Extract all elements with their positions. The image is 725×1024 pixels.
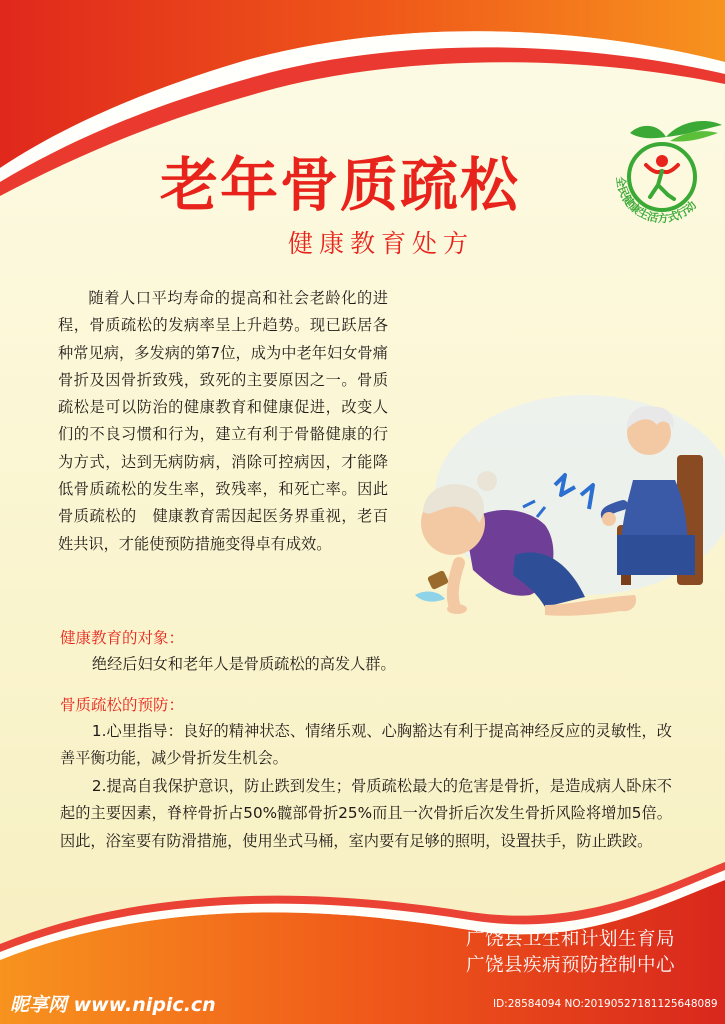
page-title: 老年骨质疏松 [160, 151, 521, 219]
elderly-woman-falling-illustration [395, 385, 725, 630]
logo-ring-text: 全民健康生活方式行动 [613, 175, 699, 226]
prevention-item-2: 2.提高自我保护意识，防止跌到发生；骨质疏松最大的危害是骨折，是造成病人卧床不起的主要因素，脊梓骨折占50%髋部骨折25%而且一次骨折后次发生骨折风险将增加5倍。因此，浴室要有防滑措施，使用坐式马桶，室内要有足够的照明，设置扶手，防止跌跤。 [60, 777, 672, 850]
watermark-id: ID:28584094 NO:20190527181125648089 [493, 998, 718, 1010]
prevention-item-1: 1.心里指导：良好的精神状态、情绪乐观、心胸豁达有利于提高神经反应的灵敏性，改善平衡功能，减少骨折发生机会。 [60, 722, 672, 768]
watermark-site: 昵享网 www.nipic.cn [10, 994, 216, 1016]
page-subtitle: 健康教育处方 [288, 229, 475, 258]
prevention-heading: 骨质疏松的预防： [60, 696, 185, 714]
target-heading: 健康教育的对象： [60, 629, 185, 647]
target-body: 绝经后妇女和老年人是骨质疏松的高发人群。 [91, 655, 396, 673]
intro-paragraph: 随着人口平均寿命的提高和社会老龄化的进程，骨质疏松的发病率呈上升趋势。现已跃居各种常见病，多发病的第7位，成为中老年妇女骨痛骨折及因骨折致残，致死的主要原因之一。骨质疏松是可以防治的健康教育和健康促进，改变人们的不良习惯和行为，建立有利于骨骼健康的行为方式，达到无病防病，消除可控病因，才能降低骨质疏松的发生率，致残率，和死亡率。因此骨质疏松的 健康教育需因起医务界重视，老百姓共识，才能使预防措施变得卓有成效。 [58, 289, 388, 553]
org-name-1: 广饶县卫生和计划生育局 [466, 929, 676, 950]
running-person-logo-icon [600, 115, 725, 235]
org-name-2: 广饶县疾病预防控制中心 [466, 955, 676, 976]
